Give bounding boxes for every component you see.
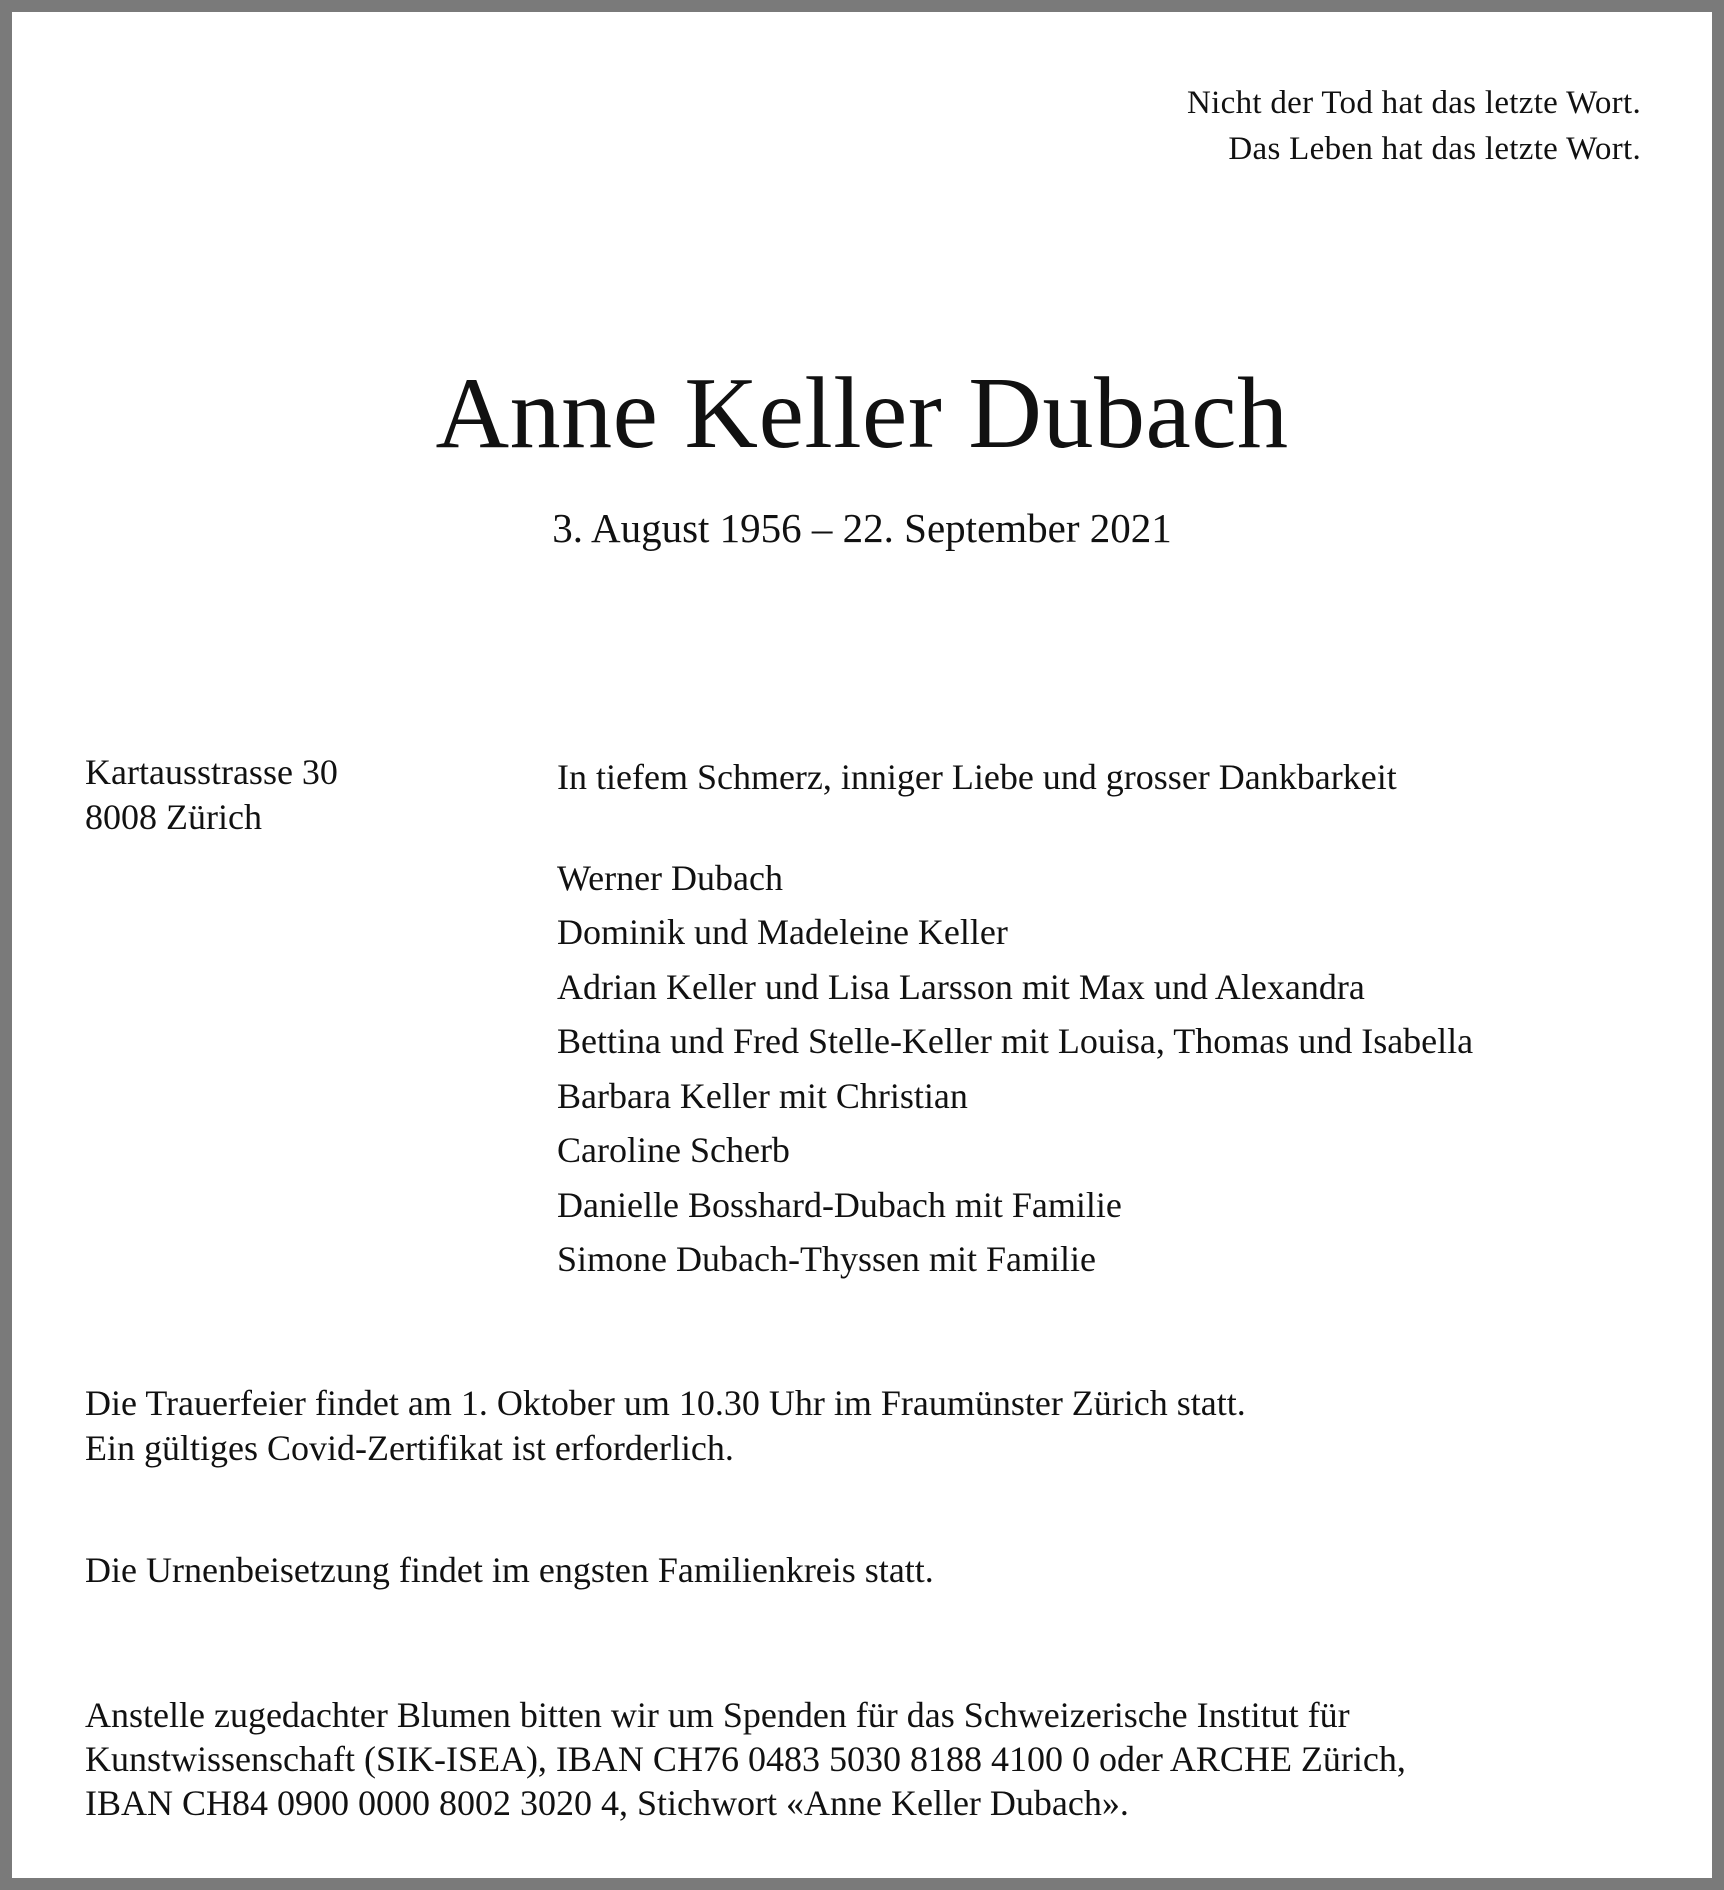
mourner-name: Werner Dubach [557, 857, 783, 898]
mourner-name: Danielle Bosshard-Dubach mit Familie [557, 1184, 1122, 1225]
motto-line-1: Nicht der Tod hat das letzte Wort. [1187, 85, 1641, 121]
ceremony-line-2: Ein gültiges Covid-Zertifikat ist erforderlich. [85, 1428, 734, 1468]
mourner-name: Simone Dubach-Thyssen mit Familie [557, 1239, 1096, 1279]
donation-notice [85, 1693, 1406, 1825]
mourner-name: Barbara Keller mit Christian [557, 1075, 968, 1116]
mourner-name: Bettina und Fred Stelle-Keller mit Louisa, Thomas und Isabella [557, 1021, 1474, 1061]
donation-line-3: IBAN CH84 0900 0000 8002 3020 4, Stichwort «Anne Keller Dubach». [85, 1783, 1129, 1823]
mourner-name: Dominik und Madeleine Keller [557, 912, 1008, 952]
motto-quote [1187, 80, 1641, 172]
mourners-intro: In tiefem Schmerz, inniger Liebe und grosser Dankbarkeit [557, 757, 1397, 797]
mourners-block [557, 750, 1473, 1287]
urn-line-1: Die Urnenbeisetzung findet im engsten Familienkreis statt. [85, 1550, 934, 1590]
funeral-ceremony-notice [85, 1381, 1246, 1471]
donation-line-2: Kunstwissenschaft (SIK-ISEA), IBAN CH76 0483 5030 8188 4100 0 oder ARCHE Zürich, [85, 1739, 1406, 1779]
mourner-name: Caroline Scherb [557, 1130, 790, 1170]
address-street: Kartausstrasse 30 [85, 752, 338, 792]
donation-line-1: Anstelle zugedachter Blumen bitten wir um Spenden für das Schweizerische Institut für [85, 1695, 1350, 1735]
address-city: 8008 Zürich [85, 797, 262, 837]
deceased-name: Anne Keller Dubach [435, 357, 1289, 470]
obituary-page [12, 12, 1712, 1878]
family-address [85, 750, 338, 840]
urn-burial-notice [85, 1548, 934, 1593]
motto-line-2: Das Leben hat das letzte Wort. [1228, 131, 1641, 167]
ceremony-line-1: Die Trauerfeier findet am 1. Oktober um 10.30 Uhr im Fraumünster Zürich statt. [85, 1383, 1246, 1423]
life-dates: 3. August 1956 – 22. September 2021 [552, 505, 1172, 551]
mourner-name: Adrian Keller und Lisa Larsson mit Max und Alexandra [557, 966, 1365, 1007]
